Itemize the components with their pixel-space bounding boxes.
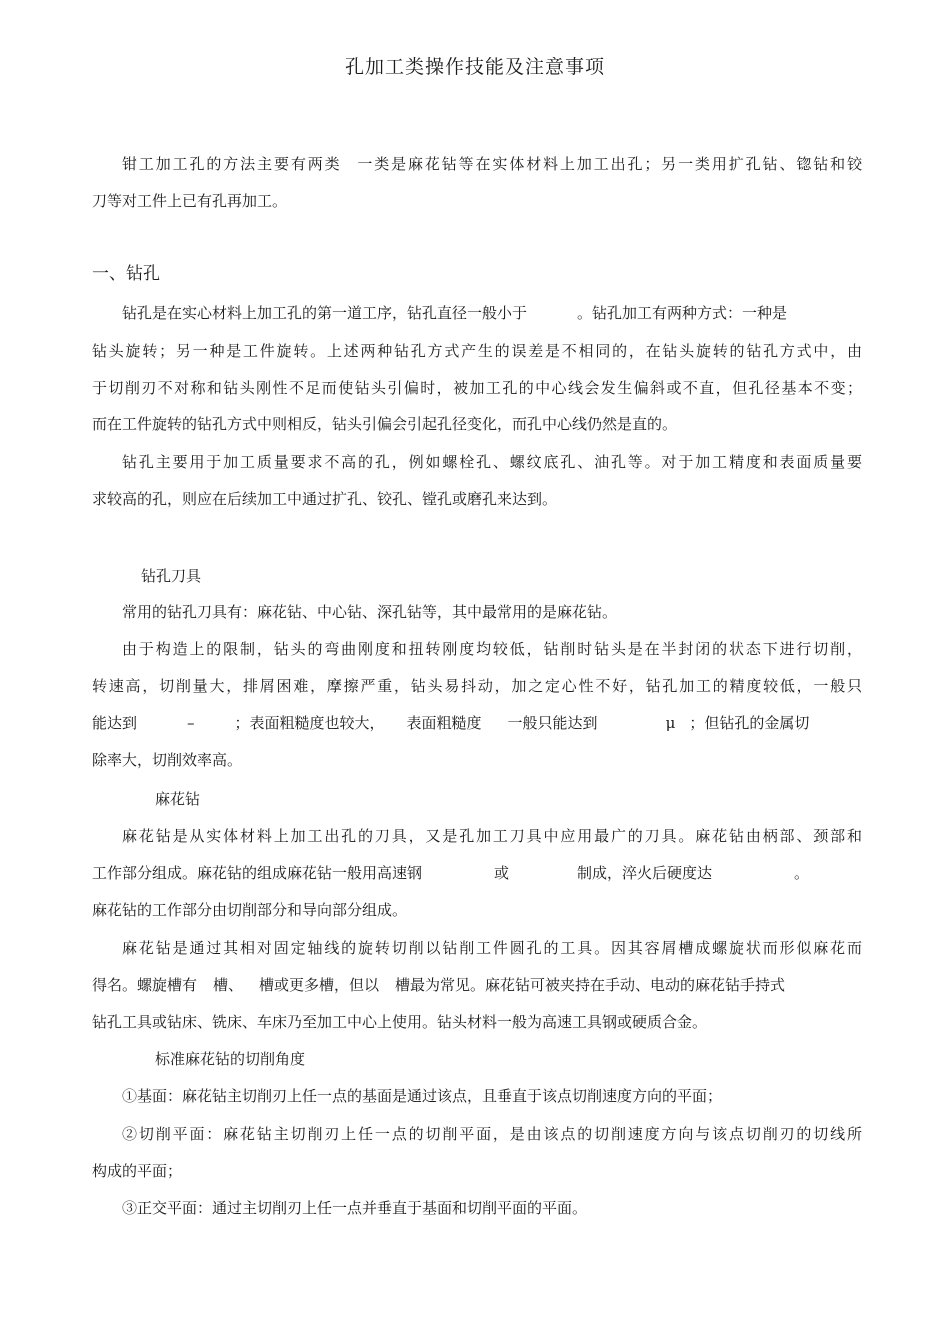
tools-p2-line-2: 转速高，切削量大，排屑困难，摩擦严重，钻头易抖动，加之定心性不好，钻孔加工的精度较低，一般只 xyxy=(92,677,862,695)
paragraph-text: ；但钻孔的金属切 xyxy=(689,714,810,732)
section-heading-drilling: 一、钻孔 xyxy=(92,264,160,284)
angle-item-1: ①基面：麻花钻主切削刃上任一点的基面是通过该点，且垂直于该点切削速度方向的平面； xyxy=(122,1087,723,1105)
paragraph-text: 工作部分组成。麻花钻的组成麻花钻一般用高速钢 xyxy=(92,864,423,882)
drilling-p2-line-1: 钻孔主要用于加工质量要求不高的孔，例如螺栓孔、螺纹底孔、油孔等。对于加工精度和表面质量要 xyxy=(122,453,862,471)
twist-p2-line-1: 麻花钻是通过其相对固定轴线的旋转切削以钻削工件圆孔的工具。因其容屑槽成螺旋状而形似麻花而 xyxy=(122,939,862,957)
subheading-cutting-angles: 标准麻花钻的切削角度 xyxy=(155,1050,306,1068)
dash-symbol: – xyxy=(187,714,195,732)
intro-line-2: 刀等对工件上已有孔再加工。 xyxy=(92,192,288,210)
twist-p1-line-1: 麻花钻是从实体材料上加工出孔的刀具，又是孔加工刀具中应用最广的刀具。麻花钻由柄部、颈部和 xyxy=(122,827,862,845)
paragraph-text: 。 xyxy=(794,864,810,882)
paragraph-text: ；表面粗糙度也较大， xyxy=(234,714,385,732)
tools-p1: 常用的钻孔刀具有：麻花钻、中心钻、深孔钻等，其中最常用的是麻花钻。 xyxy=(122,603,618,621)
paragraph-text: 表面粗糙度 xyxy=(406,714,482,732)
drilling-p2-line-2: 求较高的孔，则应在后续加工中通过扩孔、铰孔、镗孔或磨孔来达到。 xyxy=(92,490,558,508)
micro-symbol: μ xyxy=(665,714,676,732)
paragraph-text: 能达到 xyxy=(92,714,138,732)
paragraph-text: 钻孔是在实心材料上加工孔的第一道工序，钻孔直径一般小于 xyxy=(122,304,528,322)
paragraph-text: 一般只能达到 xyxy=(507,714,598,732)
subheading-drilling-tools: 钻孔刀具 xyxy=(141,567,202,585)
paragraph-text: 槽、 xyxy=(213,976,244,994)
tools-p2-line-3 xyxy=(92,712,862,734)
drilling-p1-line-1 xyxy=(122,302,862,324)
paragraph-text: 槽最为常见。麻花钻可被夹持在手动、电动的麻花钻手持式 xyxy=(395,976,786,994)
intro-text: 一类是麻花钻等在实体材料上加工出孔；另一类用扩孔钻、锪钻和铰 xyxy=(355,155,862,173)
tools-p2-line-1: 由于构造上的限制，钻头的弯曲刚度和扭转刚度均较低，钻削时钻头是在半封闭的状态下进行切削， xyxy=(122,640,862,658)
tools-p2-line-4: 除率大，切削效率高。 xyxy=(92,751,243,769)
twist-p1-line-2 xyxy=(92,862,862,884)
angle-item-3: ③正交平面：通过主切削刃上任一点并垂直于基面和切削平面的平面。 xyxy=(122,1199,588,1217)
paragraph-text: 制成，淬火后硬度达 xyxy=(577,864,713,882)
paragraph-text: 。钻孔加工有两种方式：一种是 xyxy=(577,304,788,322)
twist-p2-line-2 xyxy=(92,974,862,996)
intro-line-1 xyxy=(122,153,862,175)
twist-p1-line-3: 麻花钻的工作部分由切削部分和导向部分组成。 xyxy=(92,901,408,919)
twist-p2-line-3: 钻孔工具或钻床、铣床、车床乃至加工中心上使用。钻头材料一般为高速工具钢或硬质合金。 xyxy=(92,1013,708,1031)
paragraph-text: 槽或更多槽，但以 xyxy=(259,976,380,994)
paragraph-text: 或 xyxy=(494,864,510,882)
drilling-p1-line-4: 而在工件旋转的钻孔方式中则相反，钻头引偏会引起孔径变化，而孔中心线仍然是直的。 xyxy=(92,415,678,433)
drilling-p1-line-2: 钻头旋转；另一种是工件旋转。上述两种钻孔方式产生的误差是不相同的，在钻头旋转的钻孔方式中，由 xyxy=(92,342,862,360)
angle-item-2-line-1: ②切削平面：麻花钻主切削刃上任一点的切削平面，是由该点的切削速度方向与该点切削刃的切线所 xyxy=(122,1125,862,1143)
subheading-twist-drill: 麻花钻 xyxy=(155,790,201,808)
drilling-p1-line-3: 于切削刃不对称和钻头刚性不足而使钻头引偏时，被加工孔的中心线会发生偏斜或不直，但孔径基本不变； xyxy=(92,379,862,397)
angle-item-2-line-2: 构成的平面； xyxy=(92,1162,183,1180)
intro-text: 钳工加工孔的方法主要有两类 xyxy=(122,155,342,173)
page-title: 孔加工类操作技能及注意事项 xyxy=(344,56,605,78)
paragraph-text: 得名。螺旋槽有 xyxy=(92,976,198,994)
